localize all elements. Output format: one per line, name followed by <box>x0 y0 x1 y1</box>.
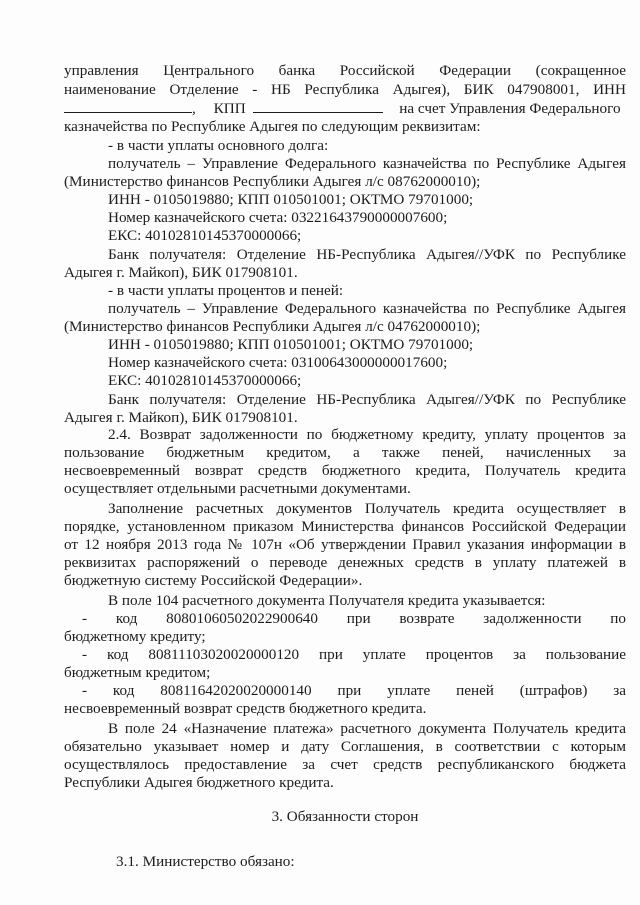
text-line: бюджетным кредитом; <box>64 664 211 681</box>
text-line: порядке, установленном приказом Министерства финансов Российской Федерации <box>64 518 626 535</box>
text-line: Адыгея г. Майкоп), БИК 017908101. <box>64 264 298 281</box>
text-line: ЕКС: 40102810145370000066; <box>108 372 302 389</box>
text-line: ЕКС: 40102810145370000066; <box>108 227 302 244</box>
text-line: управления Центрального банка Российской Федерации (сокращенное <box>64 62 626 79</box>
text-line: В поле 104 расчетного документа Получателя кредита указывается: <box>108 592 546 609</box>
text-line: - в части уплаты основного долга: <box>108 137 329 154</box>
text-line: осуществлялось предоставление за счет средств республиканского бюджета <box>64 756 626 773</box>
text-line: - код 80811103020020000120 при уплате процентов за пользование <box>82 646 626 663</box>
text-line: Номер казначейского счета: 03221643790000007600; <box>108 209 448 226</box>
text-line: наименование Отделение - НБ Республика Адыгея), БИК 047908001, ИНН <box>64 81 626 98</box>
kpp-label: КПП <box>213 100 246 117</box>
text-line: бюджетному кредиту; <box>64 628 206 645</box>
text-line: Банк получателя: Отделение НБ-Республика Адыгея//УФК по Республике <box>108 246 626 263</box>
text-line: Банк получателя: Отделение НБ-Республика Адыгея//УФК по Республике <box>108 391 626 408</box>
text-fragment: на счет Управления Федерального <box>399 100 621 117</box>
text-line: несвоевременный возврат средств бюджетного кредита, Получатель кредита <box>64 462 626 479</box>
text-line: Республики Адыгея бюджетного кредита. <box>64 774 334 791</box>
text-line: казначейства по Республике Адыгея по следующим реквизитам: <box>64 118 481 135</box>
text-line: Адыгея г. Майкоп), БИК 017908101. <box>64 409 298 426</box>
text-line: от 12 ноября 2013 года № 107н «Об утверждении Правил указания информации в <box>64 536 626 553</box>
text-line: 2.4. Возврат задолженности по бюджетному кредиту, уплату процентов за <box>108 426 626 443</box>
text-line: бюджетную систему Российской Федерации». <box>64 572 363 589</box>
text-line: - код 80811642020020000140 при уплате пеней (штрафов) за <box>82 682 626 699</box>
section-heading: 3. Обязанности сторон <box>271 808 419 825</box>
text-line: - в части уплаты процентов и пеней: <box>108 282 344 299</box>
blank-field <box>253 100 383 113</box>
text-line: ИНН - 0105019880; КПП 010501001; ОКТМО 79701000; <box>108 336 474 353</box>
text-line: ИНН - 0105019880; КПП 010501001; ОКТМО 79701000; <box>108 191 474 208</box>
text-line: пользование бюджетным кредитом, а также пеней, начисленных за <box>64 444 626 461</box>
text-line: получатель – Управление Федерального казначейства по Республике Адыгея <box>108 300 626 317</box>
blank-field <box>64 100 192 113</box>
text-line: (Министерство финансов Республики Адыгея л/с 08762000010); <box>64 173 481 190</box>
text-line: получатель – Управление Федерального казначейства по Республике Адыгея <box>108 155 626 172</box>
text-line: осуществляет отдельными расчетными документами. <box>64 480 411 497</box>
text-line: несвоевременный возврат средств бюджетного кредита. <box>64 700 427 717</box>
text-line: В поле 24 «Назначение платежа» расчетного документа Получатель кредита <box>108 720 626 737</box>
text-line: обязательно указывает номер и дату Соглашения, в соответствии с которым <box>64 738 626 755</box>
text-line: , КПП на счет Управления Федерального <box>64 100 626 118</box>
text-line: Заполнение расчетных документов Получатель кредита осуществляет в <box>108 500 626 517</box>
text-line: (Министерство финансов Республики Адыгея л/с 04762000010); <box>64 318 481 335</box>
text-line: 3.1. Министерство обязано: <box>116 853 295 870</box>
text-line: реквизитах распоряжений о переводе денежных средств в уплату платежей в <box>64 554 626 571</box>
text-line: Номер казначейского счета: 03100643000000017600; <box>108 354 448 371</box>
text-line: - код 80801060502022900640 при возврате задолженности по <box>82 610 626 627</box>
